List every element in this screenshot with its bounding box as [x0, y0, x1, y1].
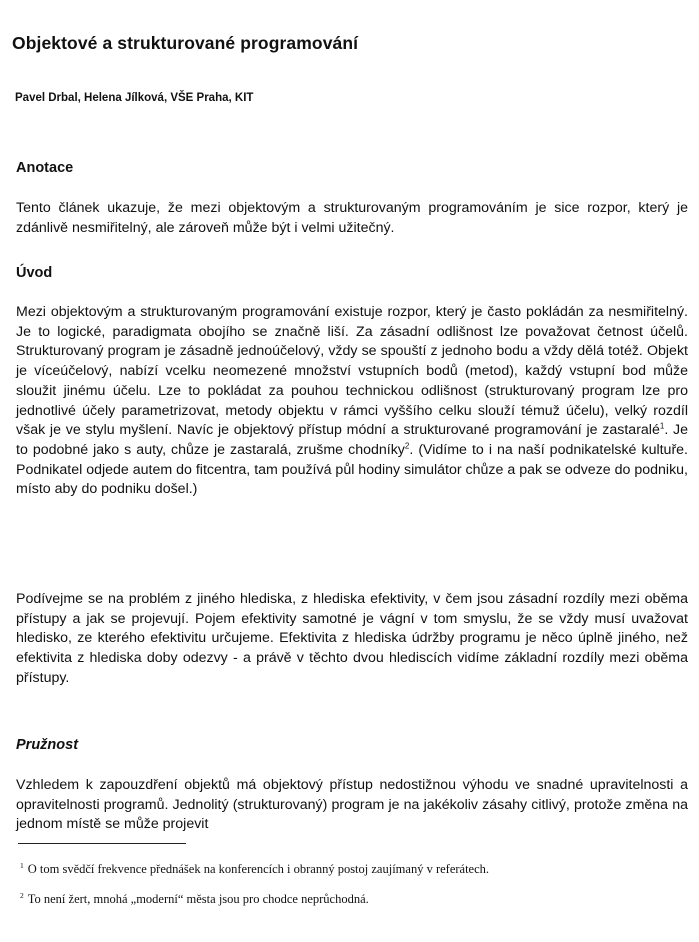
section-heading-pruznost: Pružnost: [16, 737, 79, 753]
footnote-2-number: 2: [20, 890, 24, 900]
section-heading-anotace: Anotace: [16, 160, 74, 176]
footnote-1-number: 1: [20, 860, 24, 870]
footnote-1: [20, 862, 680, 877]
footnote-2-text: To není žert, mnohá „moderní“ města jsou pro chodce neprůchodná.: [27, 892, 369, 906]
uvod-text-part-2: . Je to podobné jako s auty, chůze je zastaralá, zrušme chodníky: [16, 422, 688, 458]
footnote-divider: [18, 843, 186, 844]
pruznost-paragraph: Vzhledem k zapouzdření objektů má objektový přístup nedostižnou výhodu ve snadné upravitelnosti a opravitelnosti programů. Jednolitý (strukturovaný) program je na jakékoliv zásahy citlivý, protože změna na jednom místě se může projevit: [16, 777, 688, 833]
section-heading-uvod: Úvod: [16, 265, 53, 281]
uvod-text-part-1: Mezi objektovým a strukturovaným programování existuje rozpor, který je často pokládán za nesmiřitelný. Je to logické, paradigmata obojího se značně liší. Za zásadní odlišnost lze považovat četnost účelů. Strukturovaný program je zásadně jednoúčelový, vždy se spouští z jednoho bodu a vždy dělá totéž. Objekt je víceúčelový, nabízí vcelku neomezené množství vstupních bodů (metod), každý vstupní bod může sloužit jinému účelu. Lze to pokládat za pouhou technickou odlišnost (strukturovaný program lze pro jednotlivé účely parametrizovat, metody objektu v rámci vyššího celku slouží témuž účelu), velký rozdíl však je ve stylu myšlení. Navíc je objektový přístup módní a strukturované programování je zastaralé: [16, 304, 688, 439]
footnote-2: [20, 892, 680, 907]
anotace-paragraph: Tento článek ukazuje, že mezi objektovým a strukturovaným programováním je sice rozpor, který je zdánlivě nesmiřitelný, ale zároveň může být i velmi užitečný.: [16, 200, 688, 236]
footnote-1-text: O tom svědčí frekvence přednášek na konferencích i obranný postoj zaujímaný v referátech.: [27, 862, 490, 876]
uvod-paragraph-1: [16, 303, 688, 500]
article-title: Objektové a strukturované programování: [12, 33, 359, 53]
footnote-ref-1: 1: [659, 421, 665, 431]
uvod-paragraph-2: Podívejme se na problém z jiného hlediska, z hlediska efektivity, v čem jsou zásadní rozdíly mezi oběma přístupy a jak se projevují. Pojem efektivity samotné je vágní v tom smyslu, že se vždy musí uvažovat hledisko, ze kterého efektivitu určujeme. Efektivita z hlediska údržby programu je něco úplně jiného, než efektivita z hlediska doby odezvy - a právě v těchto dvou hlediscích vidíme základní rozdíly mezi oběma přístupy.: [16, 591, 688, 686]
footnote-ref-2: 2: [404, 441, 410, 451]
uvod-text-part-3: . (Vidíme to i na naší podnikatelské kultuře. Podnikatel odjede autem do fitcentra, tam používá půl hodiny simulátor chůze a pak se odveze do podniku, místo aby do podniku došel.): [16, 441, 688, 498]
article-authors: Pavel Drbal, Helena Jílková, VŠE Praha, KIT: [15, 92, 254, 104]
